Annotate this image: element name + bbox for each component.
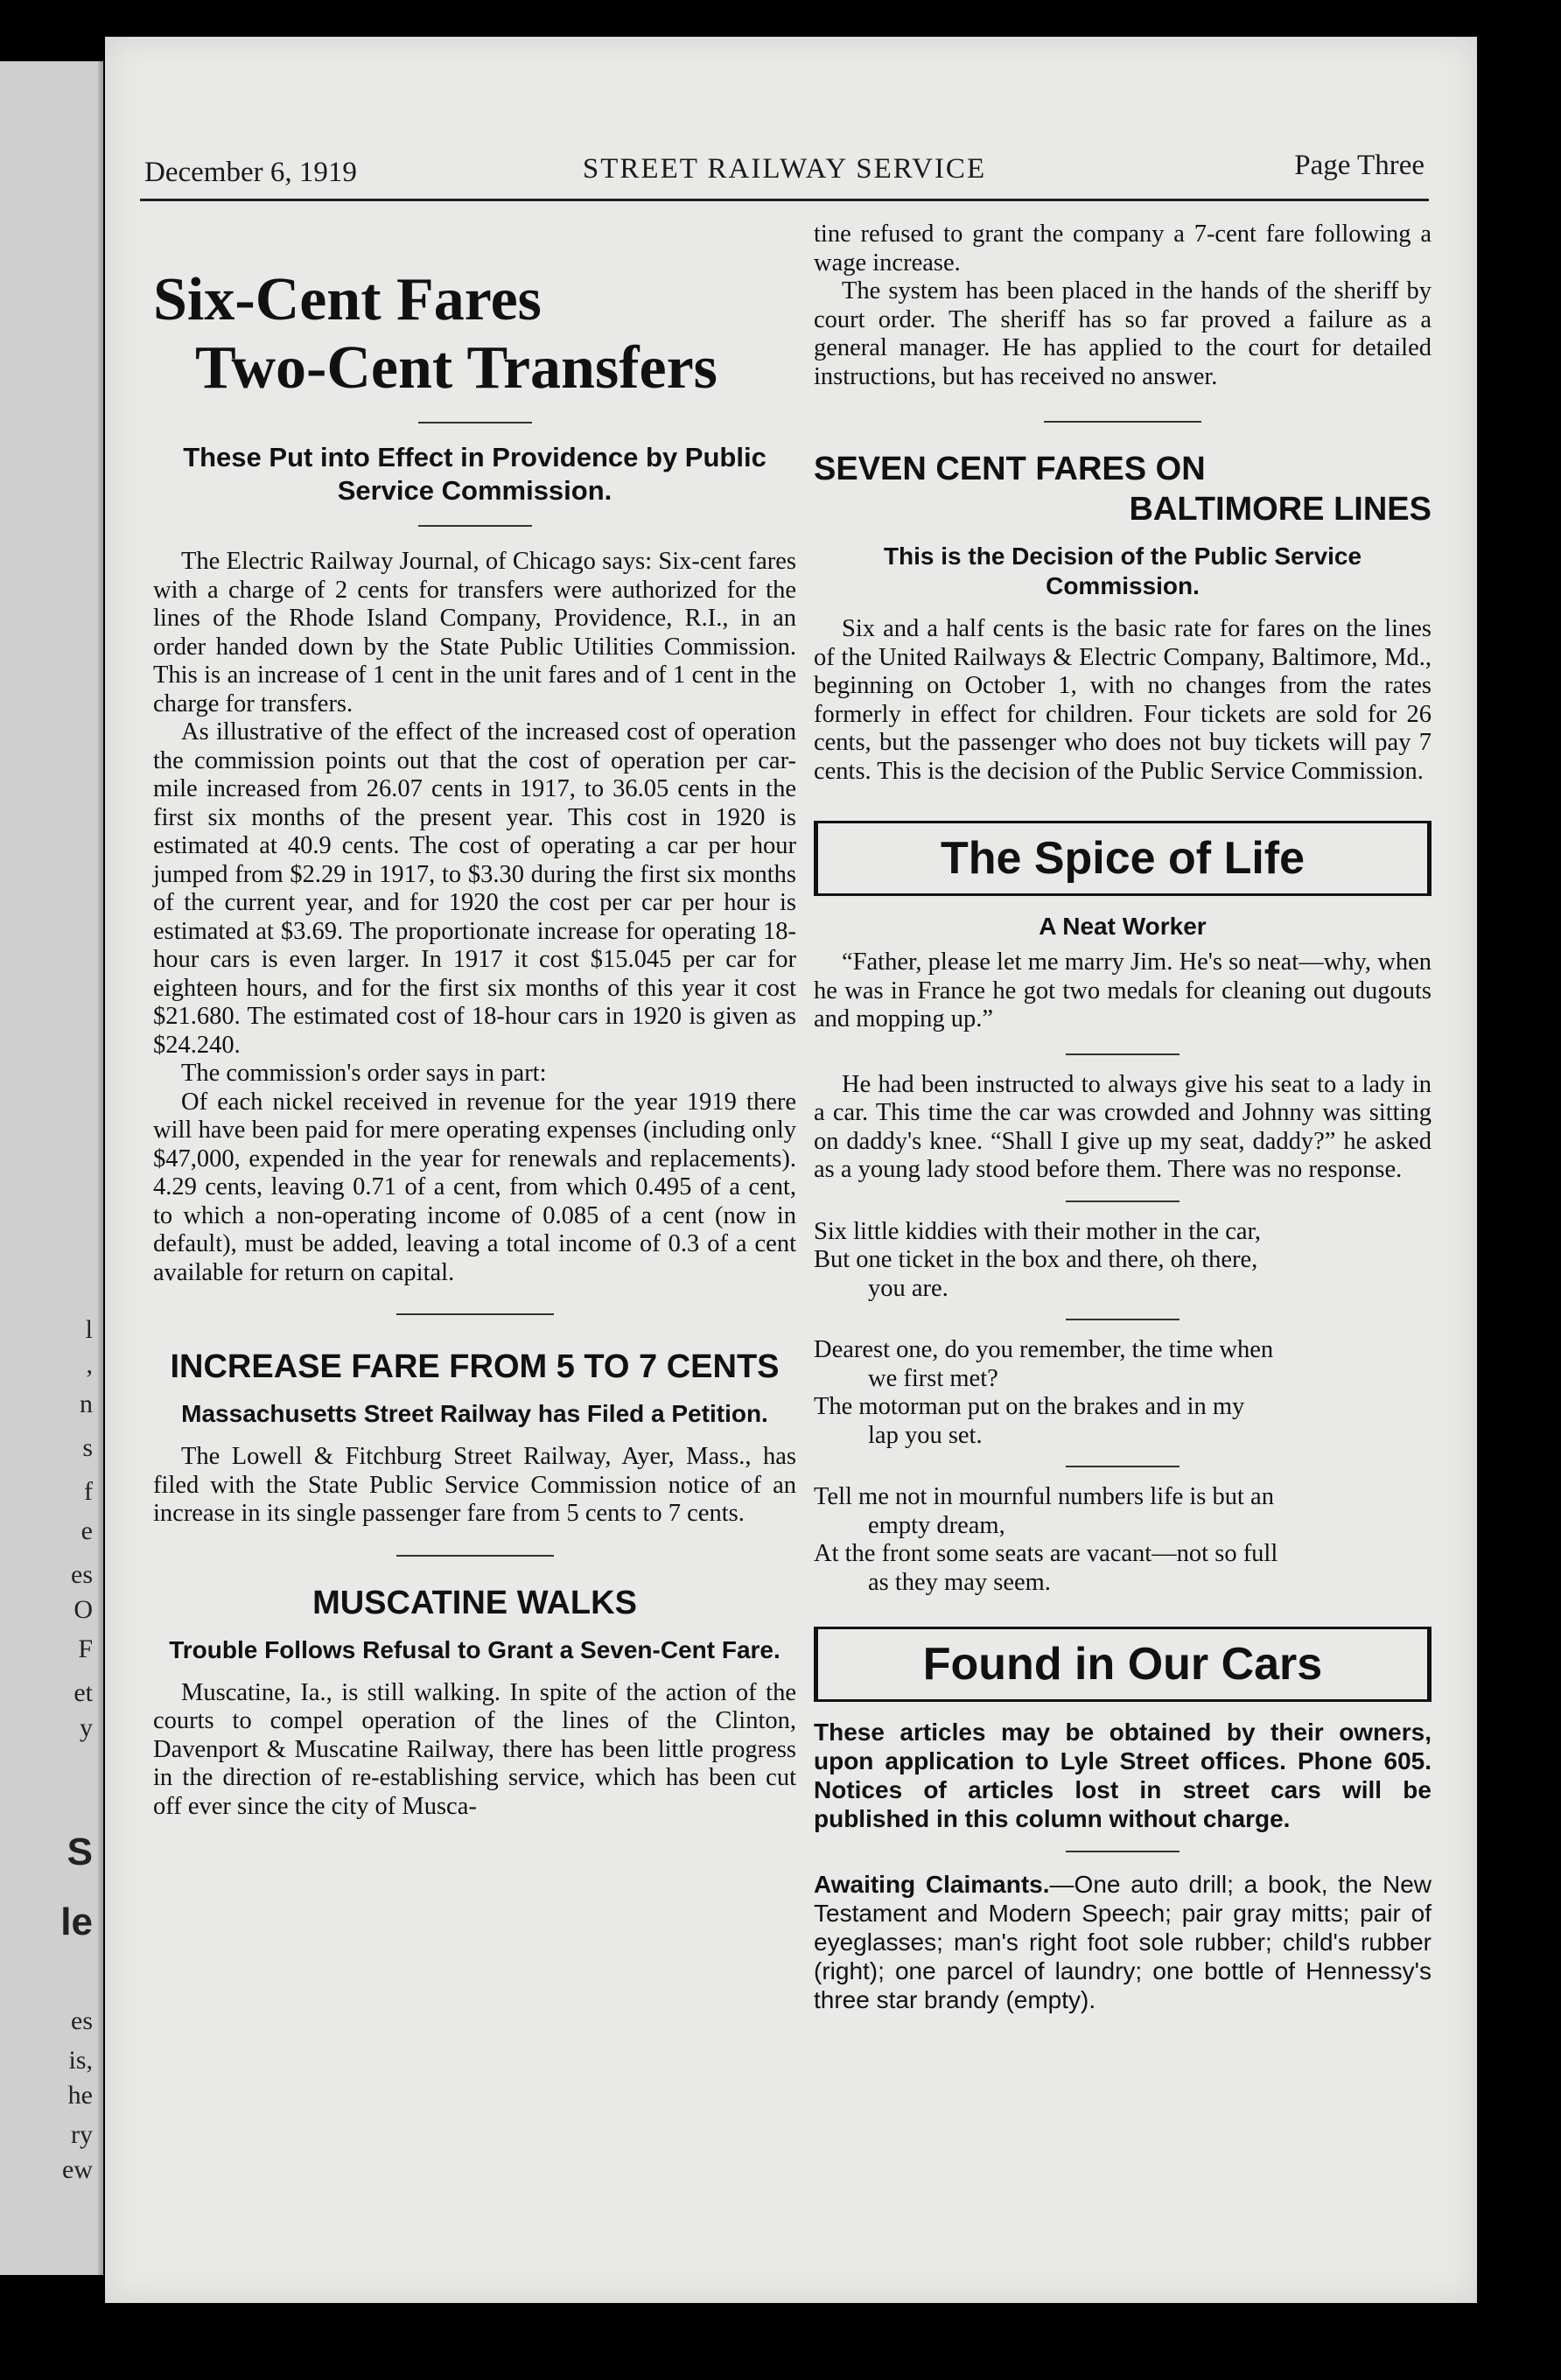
divider xyxy=(1066,1200,1180,1202)
article-subhead: Massachusetts Street Railway has Filed a Petition. xyxy=(181,1400,768,1427)
article-headline-line-2: BALTIMORE LINES xyxy=(1129,491,1432,528)
article-headline-line-1: SEVEN CENT FARES ON xyxy=(814,451,1206,487)
previous-page-fragment: ry xyxy=(71,2120,93,2149)
previous-page-fragment: , xyxy=(86,1350,93,1379)
article-paragraph: As illustrative of the effect of the increased cost of operation the commission points out that the cost of operation per car-mile increased from 26.07 cents in 1917, to 36.05 cents in the first six months of the present year. This cost in 1920 is estimated at 40.9 cents. The cost of operating a car per hour jumped from $2.29 in 1917, to $3.30 during the first six months of the current year, and for 1920 the cost per car per hour is estimated at $3.69. The proportionate increase for operating 18-hour cars is even larger. In 1917 it cost $15.045 per car for eighteen hours, and for the first six months of this year it cost $21.680. The estimated cost of 18-hour cars in 1920 is given as $24.240. xyxy=(153,718,796,1059)
previous-page-text-fragments xyxy=(0,61,103,2275)
divider xyxy=(1044,421,1201,423)
article-paragraph: The system has been placed in the hands of the sheriff by court order. The sheriff has so far proved a failure as a general manager. He has applied to the court for detailed instructions, but has received no answer. xyxy=(814,277,1432,390)
divider xyxy=(396,1313,554,1315)
verse-line: Six little kiddies with their mother in the car, xyxy=(814,1217,1261,1245)
previous-page-fragment: n xyxy=(80,1390,93,1418)
previous-page-fragment: f xyxy=(84,1477,93,1506)
newsletter-page xyxy=(105,37,1477,2303)
previous-page-fragment: s xyxy=(82,1433,93,1462)
article-headline: MUSCATINE WALKS xyxy=(312,1584,637,1621)
previous-page-fragment: O xyxy=(74,1595,93,1624)
previous-page-fragment: e xyxy=(80,1516,93,1545)
page-number: Page Three xyxy=(1294,150,1424,181)
divider xyxy=(1066,1466,1180,1467)
issue-date: December 6, 1919 xyxy=(144,157,357,188)
section-box-title: Found in Our Cars xyxy=(814,1627,1432,1702)
verse-line: you are. xyxy=(868,1274,948,1302)
joke-text: He had been instructed to always give his seat to a lady in a car. This time the car was crowded and Johnny was sitting on daddy's knee. “Shall I give up my seat, daddy?” he asked as a young lady stood before them. There was no response. xyxy=(814,1070,1432,1183)
previous-page-fragment: l xyxy=(85,1315,93,1344)
verse-line: At the front some seats are vacant—not so full xyxy=(814,1540,1278,1567)
verse-line: empty dream, xyxy=(868,1511,1005,1539)
article-paragraph: Of each nickel received in revenue for the year 1919 there will have been paid for mere operating expenses (including only $47,000, expended in the year for renewals and replacements). 4.29 cents, leaving 0.71 of a cent, from which 0.495 of a cent, to which a non-operating income of 0.085 of a cent (now in default), must be added, leaving a total income of 0.3 of a cent available for return on capital. xyxy=(153,1088,796,1286)
previous-page-edge xyxy=(0,61,103,2275)
previous-page-fragment: F xyxy=(78,1634,93,1663)
previous-page-fragment: he xyxy=(67,2081,93,2110)
claimants-list: —One auto drill; a book, the New Testament and Modern Speech; pair gray mitts; pair of eyeglasses; man's right foot sole rubber; child's rubber (right); one parcel of laundry; one bottle of Hennessy's three star brandy (empty). xyxy=(814,1871,1432,2013)
notice-text: These articles may be obtained by their owners, upon application to Lyle Street offices. Phone 605. Notices of articles lost in street cars will be published in this column without charge. xyxy=(814,1718,1432,1832)
publication-title: STREET RAILWAY SERVICE xyxy=(582,153,987,185)
previous-page-fragment: ew xyxy=(62,2155,93,2184)
article-six-cent-fares xyxy=(153,266,796,1287)
previous-page-fragment: is, xyxy=(68,2046,93,2075)
article-headline: INCREASE FARE FROM 5 TO 7 CENTS xyxy=(170,1348,780,1385)
article-paragraph: Muscatine, Ia., is still walking. In spite of the action of the courts to compel operation of the lines of the Clinton, Davenport & Muscatine Railway, there has been little progress in the direction of re-establishing service, which has been cut off ever since the city of Musca- xyxy=(153,1678,796,1820)
verse-line: But one ticket in the box and there, oh there, xyxy=(814,1246,1258,1273)
found-in-our-cars-section xyxy=(814,1627,1432,2014)
article-paragraph: The Electric Railway Journal, of Chicago says: Six-cent fares with a charge of 2 cents for transfers were authorized for the lines of the Rhode Island Company, Providence, R.I., in an order handed down by the State Public Utilities Commission. This is an increase of 1 cent in the unit fares and of 1 cent in the charge for transfers. xyxy=(153,548,796,718)
divider xyxy=(1066,1851,1180,1852)
article-paragraph: The Lowell & Fitchburg Street Railway, Ayer, Mass., has filed with the State Public Service Commission notice of an increase in its single passenger fare from 5 cents to 7 cents. xyxy=(153,1443,796,1527)
item-title: A Neat Worker xyxy=(1039,913,1207,940)
headline-line-2: Two-Cent Transfers xyxy=(195,334,718,402)
article-subhead: Trouble Follows Refusal to Grant a Seven-Cent Fare. xyxy=(169,1635,780,1663)
article-deck: These Put into Effect in Providence by Public Service Commission. xyxy=(183,442,766,506)
divider xyxy=(396,1555,554,1557)
right-column xyxy=(814,212,1432,2303)
previous-page-fragment: et xyxy=(74,1678,93,1707)
divider xyxy=(1066,1319,1180,1320)
spice-of-life-section xyxy=(814,821,1432,1597)
previous-page-fragment: S xyxy=(66,1830,93,1873)
divider xyxy=(418,525,532,527)
divider xyxy=(1066,1054,1180,1055)
claimants-label: Awaiting Claimants. xyxy=(814,1871,1050,1898)
article-paragraph-continued: tine refused to grant the company a 7-cent fare following a wage increase. xyxy=(814,220,1432,276)
previous-page-fragment: y xyxy=(80,1713,93,1742)
verse-line: The motorman put on the brakes and in my xyxy=(814,1393,1245,1420)
article-increase-fare xyxy=(153,1347,796,1529)
article-paragraph: Six and a half cents is the basic rate for fares on the lines of the United Railways & Electric Company, Baltimore, Md., beginning on October 1, with no changes from the rates formerly in effect for children. Four tickets are sold for 26 cents, but the passenger who does not buy tickets will pay 7 cents. This is the decision of the Public Service Commission. xyxy=(814,615,1432,785)
left-column xyxy=(153,212,796,2303)
article-seven-cent-baltimore xyxy=(814,449,1432,786)
divider xyxy=(418,422,532,424)
verse-line: as they may seem. xyxy=(868,1568,1051,1596)
verse-line: lap you set. xyxy=(868,1421,983,1449)
verse xyxy=(814,1336,1432,1450)
verse-line: Dearest one, do you remember, the time when xyxy=(814,1336,1274,1363)
claimants-text xyxy=(814,1870,1432,2014)
verse xyxy=(814,1218,1432,1304)
article-muscatine-walks xyxy=(153,1583,796,1822)
joke-text: “Father, please let me marry Jim. He's so neat—why, when he was in France he got two medals for cleaning out dugouts and mopping up.” xyxy=(814,948,1432,1032)
verse-line: we first met? xyxy=(868,1364,998,1392)
previous-page-fragment: es xyxy=(71,1560,93,1589)
section-box-title: The Spice of Life xyxy=(814,821,1432,896)
page-header xyxy=(144,146,1424,199)
header-rule xyxy=(140,199,1429,201)
article-subhead: This is the Decision of the Public Service Commission. xyxy=(883,542,1362,599)
page-gutter-shadow xyxy=(98,61,103,2275)
article-paragraph: The commission's order says in part: xyxy=(181,1060,547,1087)
previous-page-fragment: le xyxy=(60,1900,93,1943)
verse xyxy=(814,1483,1432,1597)
headline-line-1: Six-Cent Fares xyxy=(153,266,542,333)
previous-page-fragment: es xyxy=(71,2006,93,2035)
verse-line: Tell me not in mournful numbers life is but an xyxy=(814,1483,1274,1510)
